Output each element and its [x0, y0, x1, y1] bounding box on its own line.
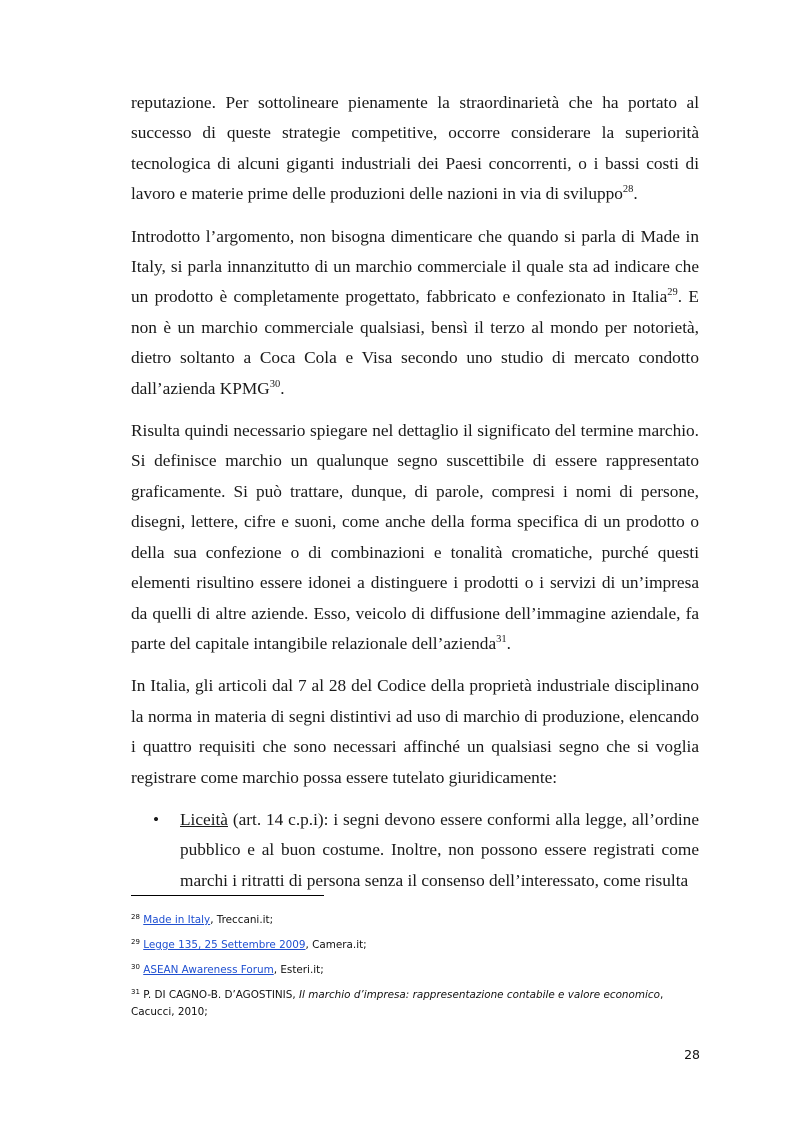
body-text	[131, 88, 699, 896]
footnote-ref-29[interactable]: 29	[667, 287, 678, 299]
footnote-30: $^{30}$ ASEAN Awareness Forum, Esteri.it;	[131, 963, 324, 976]
footnote-ref-30[interactable]: 30	[269, 378, 281, 390]
footnote-link[interactable]: Made in Italy	[143, 914, 211, 926]
footnotes	[131, 912, 699, 1029]
paragraph-1: reputazione. Per sottolineare pienamente la straordinarietà che ha portato al successo di queste strategie competitive, occorre considerare la superiorità tecnologica di alcuni giganti industriali dei Paesi concorrenti, o i bassi costi di lavoro e materie prime delle produzioni delle nazioni in via di sviluppo$^{28}$.	[131, 93, 699, 204]
footnote-28: $^{28}$ Made in Italy, Treccani.it;	[131, 913, 274, 926]
paragraph-4: In Italia, gli articoli dal 7 al 28 del Codice della proprietà industriale disciplinano la norma in materia di segni distintivi ad uso di marchio di produzione, elencando i quattro requisiti che sono necessari affinché un qualsiasi segno che si voglia registrare come marchio possa essere tutelato giuridicamente:	[131, 676, 699, 787]
footnote-ref-28[interactable]: 28	[622, 184, 634, 196]
footnote-divider	[131, 895, 324, 896]
bullet-icon: •	[153, 809, 160, 829]
footnote-link[interactable]: ASEAN Awareness Forum	[143, 964, 274, 976]
requirement-term: Liceità	[180, 809, 228, 829]
footnote-29: $^{29}$ Legge 135, 25 Settembre 2009, Camera.it;	[131, 938, 367, 951]
paragraph-3: Risulta quindi necessario spiegare nel dettaglio il significato del termine marchio. Si definisce marchio un qualunque segno suscettibile di essere rappresentato graficamente. Si può trattare, dunque, di parole, compresi i nomi di persone, disegni, lettere, cifre e suoni, come anche della forma specifica di un prodotto o della sua confezione o di combinazioni e tonalità cromatiche, purché questi elementi risultino essere idonei a distinguere i prodotti o i servizi di un’impresa da quelli di altre aziende. Esso, veicolo di diffusione dell’immagine aziendale, fa parte del capitale intangibile relazionale dell’azienda$^{31}$.	[131, 421, 699, 653]
list-item: • Liceità (art. 14 c.p.i): i segni devono essere conformi alla legge, all’ordine pubblico e al buon costume. Inoltre, non possono essere registrati come marchi i ritratti di persona senza il consenso dell’interessato, come risulta	[131, 805, 699, 896]
footnote-ref-31[interactable]: 31	[496, 633, 507, 645]
paragraph-2: Introdotto l’argomento, non bisogna dimenticare che quando si parla di Made in Italy, si parla innanzitutto di un marchio commerciale il quale sta ad indicare che un prodotto è completamente progettato, fabbricato e confezionato in Italia$^{29}$. E non è un marchio commerciale qualsiasi, bensì il terzo al mondo per notorietà, dietro soltanto a Coca Cola e Visa secondo uno studio di mercato condotto dall’azienda KPMG$^{30}$.	[131, 226, 699, 398]
footnote-31: $^{31}$ P. DI CAGNO-B. D’AGOSTINIS, Il marchio d’impresa: rappresentazione contabile e valore economico, Cacucci, 2010;	[131, 988, 664, 1018]
book-title: Il marchio d’impresa: rappresentazione contabile e valore economico	[298, 989, 660, 1001]
requirements-list	[131, 805, 699, 896]
page-number: 28	[684, 1047, 700, 1062]
footnote-link[interactable]: Legge 135, 25 Settembre 2009	[143, 939, 306, 951]
